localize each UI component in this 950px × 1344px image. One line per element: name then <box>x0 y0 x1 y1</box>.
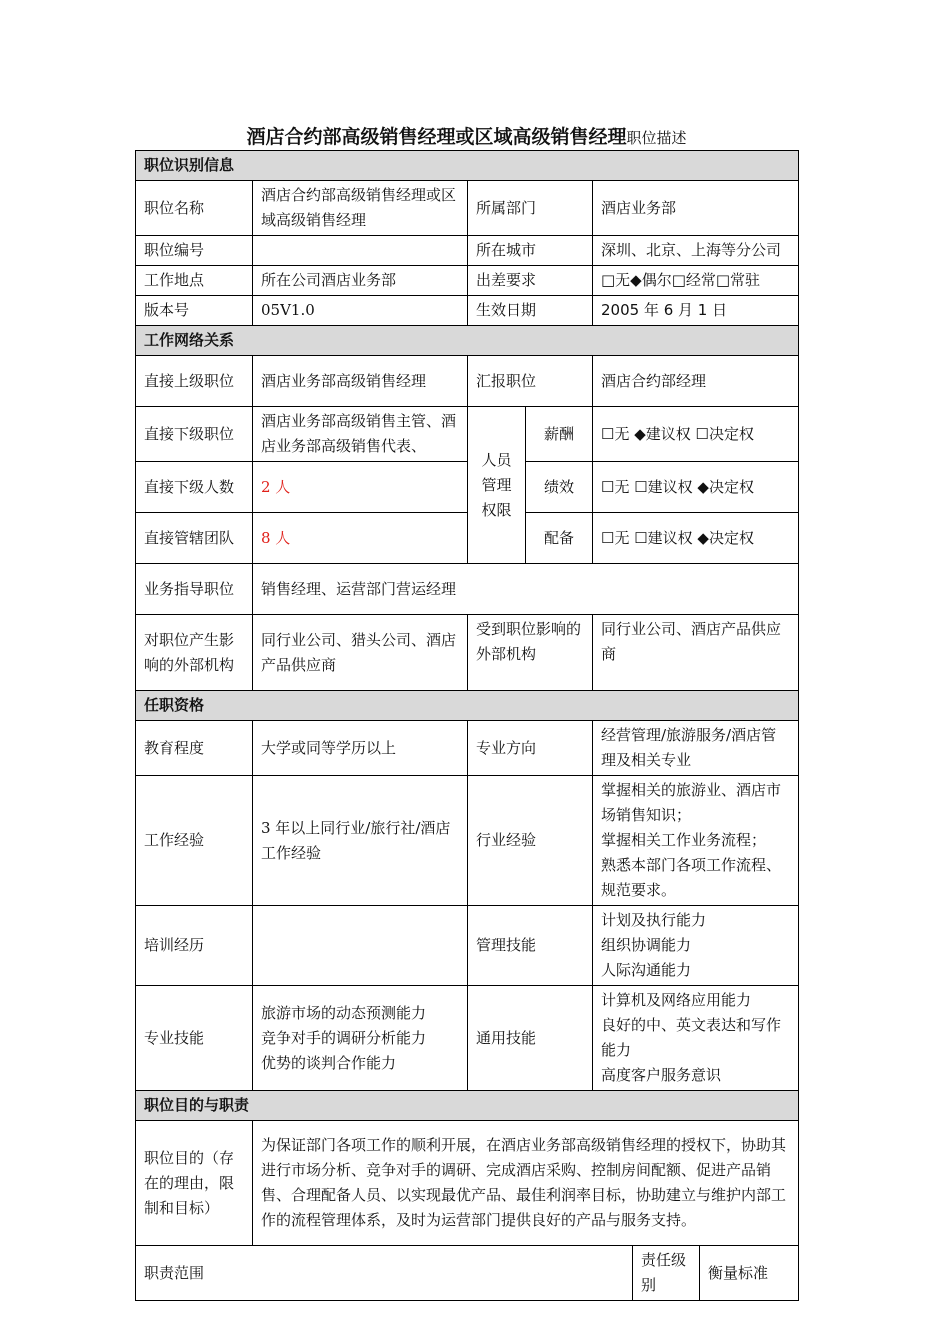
purpose-label: 职位目的（存在的理由，限制和目标） <box>136 1121 253 1246</box>
team-value: 8 人 <box>253 513 468 564</box>
guidance-value: 销售经理、运营部门营运经理 <box>253 564 799 615</box>
position-name-value: 酒店合约部高级销售经理或区域高级销售经理 <box>253 181 468 236</box>
authority-label: 人员管理权限 <box>468 407 526 564</box>
superior-label: 直接上级职位 <box>136 356 253 407</box>
city-value: 深圳、北京、上海等分公司 <box>593 236 799 266</box>
industry-label: 行业经验 <box>468 776 593 906</box>
title-main: 酒店合约部高级销售经理或区域高级销售经理 <box>246 126 627 148</box>
work-location-value: 所在公司酒店业务部 <box>253 266 468 296</box>
travel-value: □无◆偶尔□经常□常驻 <box>593 266 799 296</box>
influence-in-label: 受到职位影响的外部机构 <box>468 615 593 691</box>
purpose-text: 为保证部门各项工作的顺利开展，在酒店业务部高级销售经理的授权下，协助其进行市场分析、竞争对手的调研、完成酒店采购、控制房间配额、促进产品销售、合理配备人员、以实现最优产品、最佳利润率目标，协助建立与维护内部工作的流程管理体系，及时为运营部门提供良好的产品与服务支持。 <box>253 1121 799 1246</box>
subordinate-count-label: 直接下级人数 <box>136 462 253 513</box>
job-description-table <box>135 150 799 1301</box>
general-skill-line: 高度客户服务意识 <box>601 1066 722 1084</box>
section-network: 工作网络关系 <box>136 326 799 356</box>
department-label: 所属部门 <box>468 181 593 236</box>
education-label: 教育程度 <box>136 721 253 776</box>
department-value: 酒店业务部 <box>593 181 799 236</box>
city-label: 所在城市 <box>468 236 593 266</box>
training-label: 培训经历 <box>136 906 253 986</box>
mgmt-skill-label: 管理技能 <box>468 906 593 986</box>
experience-value: 3 年以上同行业/旅行社/酒店工作经验 <box>253 776 468 906</box>
pro-skill-line: 旅游市场的动态预测能力 <box>261 1003 427 1022</box>
mgmt-skill-line: 计划及执行能力 <box>601 911 707 929</box>
document-title <box>135 124 798 151</box>
performance-label: 绩效 <box>526 462 593 513</box>
major-value: 经营管理/旅游服务/酒店管理及相关专业 <box>593 721 799 776</box>
measure-label: 衡量标准 <box>700 1246 799 1301</box>
education-value: 大学或同等学历以上 <box>253 721 468 776</box>
section-purpose: 职位目的与职责 <box>136 1091 799 1121</box>
position-name-label: 职位名称 <box>136 181 253 236</box>
industry-line: 掌握相关的旅游业、酒店市场销售知识； <box>601 781 782 824</box>
influence-out-label: 对职位产生影响的外部机构 <box>136 615 253 691</box>
version-label: 版本号 <box>136 296 253 326</box>
title-sub: 职位描述 <box>626 129 687 147</box>
subordinate-count-value: 2 人 <box>253 462 468 513</box>
effective-date-value: 2005 年 6 月 1 日 <box>593 296 799 326</box>
guidance-label: 业务指导职位 <box>136 564 253 615</box>
position-code-value <box>253 236 468 266</box>
section-qualification: 任职资格 <box>136 691 799 721</box>
report-label: 汇报职位 <box>468 356 593 407</box>
influence-out-value: 同行业公司、猎头公司、酒店产品供应商 <box>253 615 468 691</box>
responsibility-level-label: 责任级别 <box>633 1246 700 1301</box>
subordinate-label: 直接下级职位 <box>136 407 253 462</box>
salary-label: 薪酬 <box>526 407 593 462</box>
superior-value: 酒店业务部高级销售经理 <box>253 356 468 407</box>
industry-line: 掌握相关工作业务流程； <box>601 831 767 849</box>
mgmt-skill-line: 人际沟通能力 <box>601 961 692 979</box>
salary-value: ☐无 ◆建议权 ☐决定权 <box>593 407 799 462</box>
mgmt-skill-line: 组织协调能力 <box>601 936 692 954</box>
general-skill-label: 通用技能 <box>468 986 593 1091</box>
travel-label: 出差要求 <box>468 266 593 296</box>
experience-label: 工作经验 <box>136 776 253 906</box>
general-skill-line: 计算机及网络应用能力 <box>601 991 752 1009</box>
effective-date-label: 生效日期 <box>468 296 593 326</box>
major-label: 专业方向 <box>468 721 593 776</box>
industry-value <box>593 776 799 906</box>
mgmt-skill-value <box>593 906 799 986</box>
subordinate-value: 酒店业务部高级销售主管、酒店业务部高级销售代表、 <box>253 407 468 462</box>
general-skill-value <box>593 986 799 1091</box>
pro-skill-label: 专业技能 <box>136 986 253 1091</box>
industry-line: 熟悉本部门各项工作流程、规范要求。 <box>601 856 782 899</box>
pro-skill-value <box>253 986 468 1091</box>
version-value: 05V1.0 <box>253 296 468 326</box>
work-location-label: 工作地点 <box>136 266 253 296</box>
position-code-label: 职位编号 <box>136 236 253 266</box>
pro-skill-line: 竞争对手的调研分析能力 <box>261 1028 427 1047</box>
scope-label: 职责范围 <box>136 1246 633 1301</box>
influence-in-value: 同行业公司、酒店产品供应商 <box>593 615 799 691</box>
general-skill-line: 良好的中、英文表达和写作能力 <box>601 1016 782 1059</box>
staffing-value: ☐无 ☐建议权 ◆决定权 <box>593 513 799 564</box>
section-identity: 职位识别信息 <box>136 151 799 181</box>
performance-value: ☐无 ☐建议权 ◆决定权 <box>593 462 799 513</box>
team-label: 直接管辖团队 <box>136 513 253 564</box>
report-value: 酒店合约部经理 <box>593 356 799 407</box>
pro-skill-line: 优势的谈判合作能力 <box>261 1053 397 1072</box>
training-value <box>253 906 468 986</box>
staffing-label: 配备 <box>526 513 593 564</box>
